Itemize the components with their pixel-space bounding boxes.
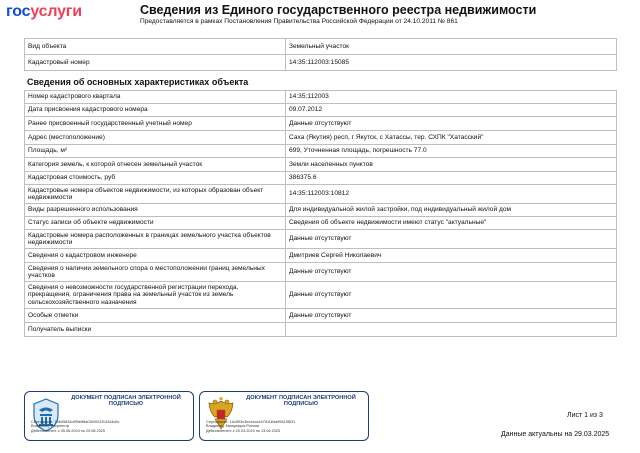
document-subtitle: Предоставляется в рамках Постановления Правительства Российской Федерации от 24.10.2011 № 861 xyxy=(140,18,458,25)
table-row xyxy=(25,323,617,337)
stamp-owner: Владелец: Минцифры России xyxy=(206,424,259,429)
sheet-number: Лист 1 из 3 xyxy=(567,412,603,419)
row-value: Данные отсутствуют xyxy=(286,117,617,131)
signature-stamp-mintsifry xyxy=(199,391,369,441)
table-row xyxy=(25,172,617,185)
stamp-validity: Действителен: с 05.06.2024 по 29.08.2025 xyxy=(31,428,106,433)
stamp-validity: Действителен: с 20.03.2024 по 13.06.2025 xyxy=(206,428,281,433)
data-actual-date: Данные актуальны на 29.03.2025 xyxy=(501,431,610,438)
table-row xyxy=(25,158,617,172)
page-header xyxy=(0,0,640,32)
row-value: Для индивидуальной жилой застройки, под индивидуальный жилой дом xyxy=(286,204,617,217)
row-label: Виды разрешенного использования xyxy=(25,204,286,217)
row-value: Сведения об объекте недвижимости имеют статус "актуальные" xyxy=(286,217,617,230)
row-label: Ранее присвоенный государственный учетный номер xyxy=(25,117,286,131)
table-row xyxy=(25,217,617,230)
row-label: Кадастровый номер xyxy=(25,55,286,71)
table-row xyxy=(25,39,617,55)
logo-part2: услуги xyxy=(30,3,82,20)
row-value: 14:35:112003 xyxy=(286,91,617,104)
stamp-heading: ДОКУМЕНТ ПОДПИСАН ЭЛЕКТРОННОЙ ПОДПИСЬЮ xyxy=(246,395,356,408)
row-value: 386375.6 xyxy=(286,172,617,185)
row-label: Вид объекта xyxy=(25,39,286,55)
row-label: Особые отметки xyxy=(25,309,286,323)
stamp-heading: ДОКУМЕНТ ПОДПИСАН ЭЛЕКТРОННОЙ ПОДПИСЬЮ xyxy=(71,395,181,408)
table-row xyxy=(25,249,617,263)
stamp-details xyxy=(206,420,366,433)
stamp-certificate: Сертификат: 10b05834d9f3e88a0349011f13444c6c xyxy=(31,420,120,424)
row-value: Данные отсутствуют xyxy=(286,282,617,309)
stamp-certificate: Сертификат: 1d1893c3ee4cca1b7d1164a95519f531 xyxy=(206,420,296,424)
row-value: 14:35:112003:15085 xyxy=(286,55,617,71)
row-value: Данные отсутствуют xyxy=(286,309,617,323)
table-row xyxy=(25,204,617,217)
row-value: Земли населенных пунктов xyxy=(286,158,617,172)
row-label: Сведения о невозможности государственной регистрации перехода, прекращения, ограничения права на земельный участок из земель сельскохозяйственного назначения xyxy=(25,282,286,309)
row-label: Сведения о наличии земельного спора о местоположении границ земельных участков xyxy=(25,263,286,282)
row-label: Дата присвоения кадастрового номера xyxy=(25,104,286,117)
table-row xyxy=(25,309,617,323)
table-row xyxy=(25,131,617,145)
row-label: Статус записи об объекте недвижимости xyxy=(25,217,286,230)
stamp-owner: Владелец: Росреестр xyxy=(31,424,70,429)
characteristics-table xyxy=(24,90,617,337)
row-label: Категория земель, к которой отнесен земельный участок xyxy=(25,158,286,172)
table-row xyxy=(25,145,617,158)
row-label: Кадастровая стоимость, руб xyxy=(25,172,286,185)
row-value: Дмитриев Сергей Николаевич xyxy=(286,249,617,263)
gosuslugi-logo[interactable] xyxy=(6,2,82,22)
table-row xyxy=(25,104,617,117)
table-row xyxy=(25,117,617,131)
table-row xyxy=(25,282,617,309)
stamp-details xyxy=(31,420,191,433)
table-row xyxy=(25,185,617,204)
row-label: Кадастровые номера объектов недвижимости, из которых образован объект недвижимости xyxy=(25,185,286,204)
row-value: Земельный участок xyxy=(286,39,617,55)
row-value xyxy=(286,323,617,337)
row-value: Саха (Якутия) респ, г Якутск, с Хатассы, тер. СХПК "Хатасский" xyxy=(286,131,617,145)
row-value: 699, Уточненная площадь, погрешность 77.0 xyxy=(286,145,617,158)
table-row xyxy=(25,91,617,104)
row-value: 14:35:112003:10812 xyxy=(286,185,617,204)
section-title: Сведения об основных характеристиках объекта xyxy=(27,77,249,87)
row-value: Данные отсутствуют xyxy=(286,230,617,249)
row-label: Получатель выписки xyxy=(25,323,286,337)
signature-stamp-rosreestr xyxy=(24,391,194,441)
row-label: Номер кадастрового квартала xyxy=(25,91,286,104)
table-row xyxy=(25,55,617,71)
row-label: Адрес (местоположение) xyxy=(25,131,286,145)
row-value: Данные отсутствуют xyxy=(286,263,617,282)
row-label: Площадь, м² xyxy=(25,145,286,158)
logo-part1: гос xyxy=(6,3,31,20)
object-summary-table xyxy=(24,38,617,71)
row-value: 09.07.2012 xyxy=(286,104,617,117)
table-row xyxy=(25,263,617,282)
row-label: Сведения о кадастровом инженере xyxy=(25,249,286,263)
document-title: Сведения из Единого государственного реестра недвижимости xyxy=(140,3,537,17)
row-label: Кадастровые номера расположенных в границах земельного участка объектов недвижимости xyxy=(25,230,286,249)
table-row xyxy=(25,230,617,249)
